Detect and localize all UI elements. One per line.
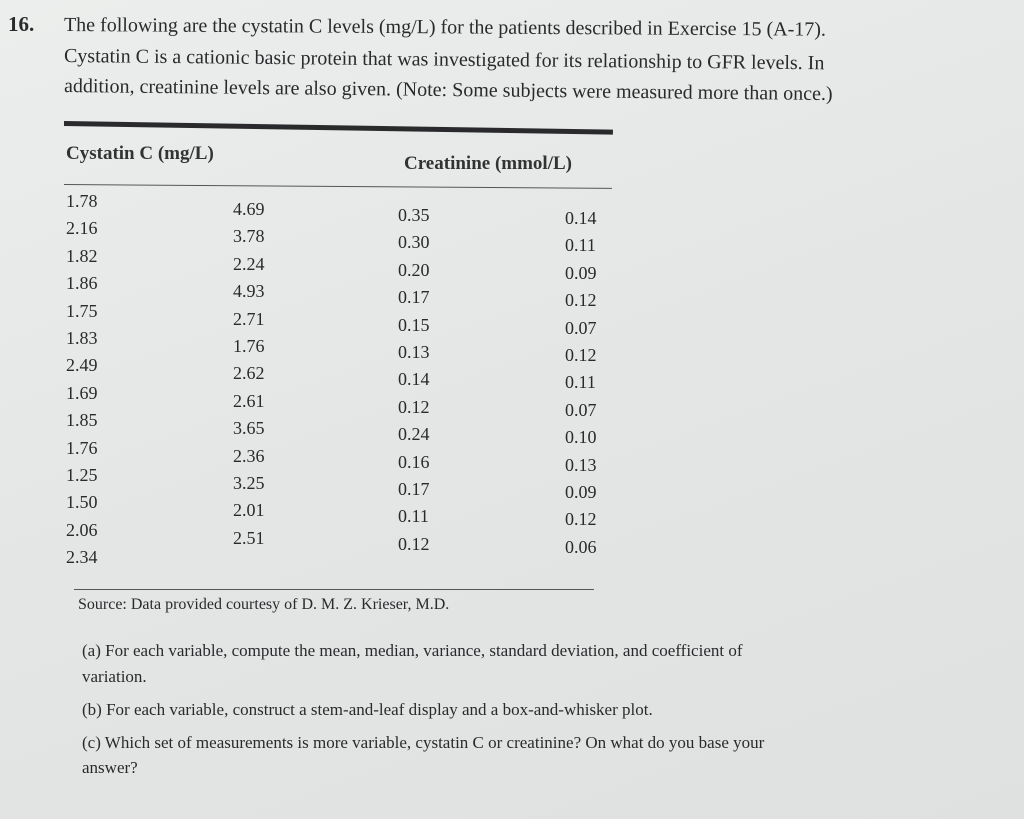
table-cell: 0.20 <box>398 259 430 280</box>
table-cell: 0.12 <box>565 290 597 311</box>
table-bottom-rule <box>74 589 594 590</box>
table-cell: 2.06 <box>66 519 98 540</box>
intro-line-3: addition, creatinine levels are also given. (Note: Some subjects were measured more than once.) <box>63 75 833 106</box>
table-cell: 2.16 <box>66 218 98 239</box>
table-source: Source: Data provided courtesy of D. M. Z. Krieser, M.D. <box>78 596 450 613</box>
creatinine-column-1 <box>398 202 430 558</box>
table-cell: 0.16 <box>398 451 430 472</box>
table-cell: 1.86 <box>66 273 98 294</box>
table-cell: 0.11 <box>398 506 429 527</box>
header-creatinine: Creatinine (mmol/L) <box>404 153 572 174</box>
table-cell: 3.65 <box>233 418 265 439</box>
table-cell: 1.78 <box>66 191 98 211</box>
question-b: (b) For each variable, construct a stem-and-leaf display and a box-and-whisker plot. <box>82 700 653 719</box>
table-cell: 0.17 <box>398 287 430 308</box>
table-cell: 0.17 <box>398 479 430 500</box>
table-cell: 2.71 <box>233 308 265 329</box>
table-cell: 4.69 <box>233 199 265 219</box>
table-cell: 0.12 <box>565 509 597 530</box>
table-cell: 0.12 <box>565 345 597 366</box>
table-top-rule <box>64 121 613 135</box>
intro-line-2: Cystatin C is a cationic basic protein that was investigated for its relationship to GFR levels. In <box>63 45 825 75</box>
table-cell: 1.50 <box>66 492 98 513</box>
table-cell: 2.36 <box>233 445 265 466</box>
table-cell: 3.25 <box>233 473 265 494</box>
table-cell: 0.06 <box>565 536 597 557</box>
cystatin-column-1 <box>66 188 98 572</box>
table-cell: 0.12 <box>398 396 430 417</box>
question-a-cont: variation. <box>82 667 147 686</box>
question-a: (a) For each variable, compute the mean, median, variance, standard deviation, and coefficient of <box>82 641 743 660</box>
table-cell: 0.12 <box>398 533 430 554</box>
table-cell: 2.49 <box>66 355 98 376</box>
table-header-rule <box>64 184 612 189</box>
table-cell: 4.93 <box>233 281 265 302</box>
table-cell: 1.25 <box>66 465 98 486</box>
table-cell: 0.11 <box>565 372 596 393</box>
header-cystatin-c: Cystatin C (mg/L) <box>66 143 214 164</box>
table-cell: 1.75 <box>66 300 98 321</box>
table-cell: 1.76 <box>233 336 265 357</box>
table-cell: 0.30 <box>398 232 430 253</box>
question-c: (c) Which set of measurements is more variable, cystatin C or creatinine? On what do you base your <box>82 733 765 752</box>
table-cell: 1.69 <box>66 382 98 403</box>
table-cell: 2.62 <box>233 363 265 384</box>
table-cell: 2.01 <box>233 500 265 521</box>
table-cell: 0.35 <box>398 205 430 225</box>
table-cell: 1.83 <box>66 328 98 349</box>
table-cell: 0.07 <box>565 399 597 420</box>
table-cell: 0.24 <box>398 424 430 445</box>
table-cell: 2.24 <box>233 253 265 274</box>
table-cell: 2.61 <box>233 390 265 411</box>
table-cell: 0.11 <box>565 235 596 256</box>
cystatin-column-2 <box>233 196 265 552</box>
table-cell: 0.13 <box>398 342 430 363</box>
table-cell: 2.34 <box>66 547 98 568</box>
table-cell: 2.51 <box>233 527 265 548</box>
table-cell: 1.82 <box>66 245 98 266</box>
table-cell: 0.09 <box>565 262 597 283</box>
creatinine-column-2 <box>565 205 597 561</box>
table-cell: 1.85 <box>66 410 98 431</box>
exercise-number: 16. <box>8 12 35 36</box>
intro-line-1: The following are the cystatin C levels (mg/L) for the patients described in Exercise 15 (A-17). <box>63 14 827 41</box>
table-cell: 0.09 <box>565 482 597 503</box>
table-cell: 1.76 <box>66 437 98 458</box>
question-c-cont: answer? <box>82 758 138 777</box>
table-cell: 0.14 <box>565 208 597 228</box>
table-cell: 0.15 <box>398 314 430 335</box>
table-cell: 0.13 <box>565 454 597 475</box>
table-cell: 0.07 <box>565 317 597 338</box>
table-cell: 3.78 <box>233 226 265 247</box>
table-cell: 0.14 <box>398 369 430 390</box>
table-cell: 0.10 <box>565 427 597 448</box>
